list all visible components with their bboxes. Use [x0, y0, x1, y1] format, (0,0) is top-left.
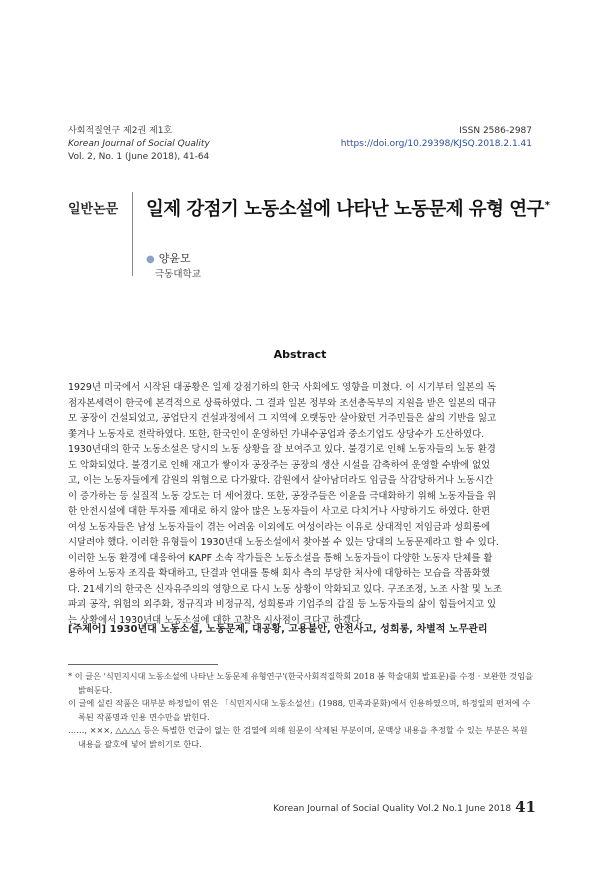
- footer-journal-info: Korean Journal of Social Quality Vol.2 No.1 June 2018: [273, 804, 512, 814]
- abstract-line: 는 상황에서 1930년대 노동소설에 대한 고찰은 시사점이 크다고 하겠다.: [68, 614, 364, 626]
- journal-name-en: Korean Journal of Social Quality: [68, 139, 210, 149]
- abstract-line: 쫓겨나 노동자로 전락하였다. 또한, 한국인이 운영하던 가내수공업과 중소기업도 상당수가 도산하였다.: [68, 428, 485, 440]
- issn: ISSN 2586-2987: [459, 126, 532, 136]
- abstract-heading: Abstract: [273, 348, 327, 361]
- keywords-label: [주제어]: [68, 624, 107, 635]
- footnote: 이 글에 실린 작품은 대부분 하정일이 엮은 「식민지시대 노동소설선」(1988, 민족과문화)에서 인용하였으며, 하정일의 편저에 수록된 작품명과 인용 면수만을 밝힌다.: [68, 698, 531, 722]
- author: [146, 250, 191, 266]
- journal-header-left: [68, 125, 210, 164]
- abstract-line: 점자본세력이 한국에 본격적으로 상륙하였다. 그 결과 일본 정부와 조선총독부의 지원을 받은 일본의 대규: [68, 397, 497, 409]
- author-affiliation: 극동대학교: [155, 269, 201, 280]
- abstract-body: [68, 380, 536, 628]
- title-footnote-mark: *: [544, 199, 550, 211]
- title-divider: [132, 192, 133, 276]
- abstract-line: 다. 21세기의 한국은 신자유주의의 영향으로 다시 노동 상황이 악화되고 있다. 구조조정, 노조 사찰 및 노조: [68, 583, 502, 595]
- abstract-line: 한 안전시설에 대한 투자를 제대로 하지 않아 많은 노동자들이 사고로 다치거나 사망하기도 하였다. 한편: [68, 506, 491, 517]
- author-bullet-icon: ●: [146, 254, 155, 265]
- abstract-line: 모 공장이 건설되었고, 공업단지 건설과정에서 그 지역에 오랫동안 살아왔던 거주민들은 삶의 기반을 잃고: [68, 413, 497, 424]
- abstract-line: 도 악화되었다. 불경기로 인해 재고가 쌓이자 공장주는 공장의 생산 시설을 감축하여 운영할 수밖에 없었: [68, 459, 491, 471]
- abstract-line: 파괴 공작, 위험의 외주화, 정규직과 비정규직, 성희롱과 기업주의 갑질 등 노동자들의 삶이 힘들어지고 있: [68, 599, 497, 610]
- volume-info: Vol. 2, No. 1 (June 2018), 41-64: [68, 152, 210, 162]
- abstract-line: 고, 이는 노동자들에게 감원의 위협으로 다가왔다. 감원에서 살아남더라도 임금을 삭감당하거나 노동시간: [68, 475, 494, 486]
- page-footer: [273, 798, 536, 816]
- page-number: 41: [515, 798, 536, 816]
- footnote: ……, ×××, △△△△ 등은 특별한 언급이 없는 한 검열에 의해 원문이 삭제된 부분이며, 문맥상 내용을 추정할 수 있는 부분은 복원 내용을 괄호에 넣어 밝히기로 한다.: [68, 725, 528, 749]
- author-name: 양윤모: [158, 252, 191, 265]
- keywords-text: 1930년대 노동소설, 노동문제, 대공황, 고용불안, 안전사고, 성희롱, 차별적 노무관리: [109, 624, 488, 635]
- footnotes: [68, 670, 536, 751]
- doi-link[interactable]: https://doi.org/10.29398/KJSQ.2018.2.1.41: [340, 139, 532, 149]
- abstract-line: 1929년 미국에서 시작된 대공황은 일제 강점기하의 한국 사회에도 영향을 미쳤다. 이 시기부터 일본의 독: [68, 382, 496, 393]
- article-title-text: 일제 강점기 노동소설에 나타난 노동문제 유형 연구: [146, 199, 544, 220]
- footnote-divider: [68, 664, 218, 665]
- abstract-line: 이 증가하는 등 실질적 노동 강도는 더 세어졌다. 또한, 공장주들은 이윤을 극대화하기 위해 노동자들을 위: [68, 490, 497, 502]
- abstract-line: 여성 노동자들은 남성 노동자들이 겪는 어려움 이외에도 여성이라는 이유로 상대적인 저임금과 성희롱에: [68, 521, 491, 533]
- abstract-line: 용하여 노동자 조직을 확대하고, 단결과 연대를 통해 회사 측의 부당한 처사에 대항하는 모습을 작품화했: [68, 568, 491, 579]
- journal-name-kr: 사회적질연구 제2권 제1호: [68, 126, 173, 136]
- article-title: [146, 195, 549, 221]
- footnote: * 이 글은 '식민지시대 노동소설에 나타난 노동문제 유형연구'(한국사회적질학회 2018 봄 학술대회 발표문)를 수정 · 보완한 것임을 밝혀둔다.: [68, 671, 534, 695]
- article-type-label: 일반논문: [68, 202, 119, 217]
- keywords: [68, 620, 488, 635]
- abstract-line: 이러한 노동 환경에 대응하여 KAPF 소속 작가들은 노동소설을 통해 노동자들이 다양한 노동자 단체를 활: [68, 552, 493, 564]
- journal-header-right: [341, 125, 532, 151]
- abstract-line: 시달려야 했다. 이러한 유형들이 1930년대 노동소설에서 찾아볼 수 있는 당대의 노동문제라고 할 수 있다.: [68, 537, 499, 548]
- abstract-line: 1930년대의 한국 노동소설은 당시의 노동 상황을 잘 보여주고 있다. 불경기로 인해 노동자들의 노동 환경: [68, 444, 496, 455]
